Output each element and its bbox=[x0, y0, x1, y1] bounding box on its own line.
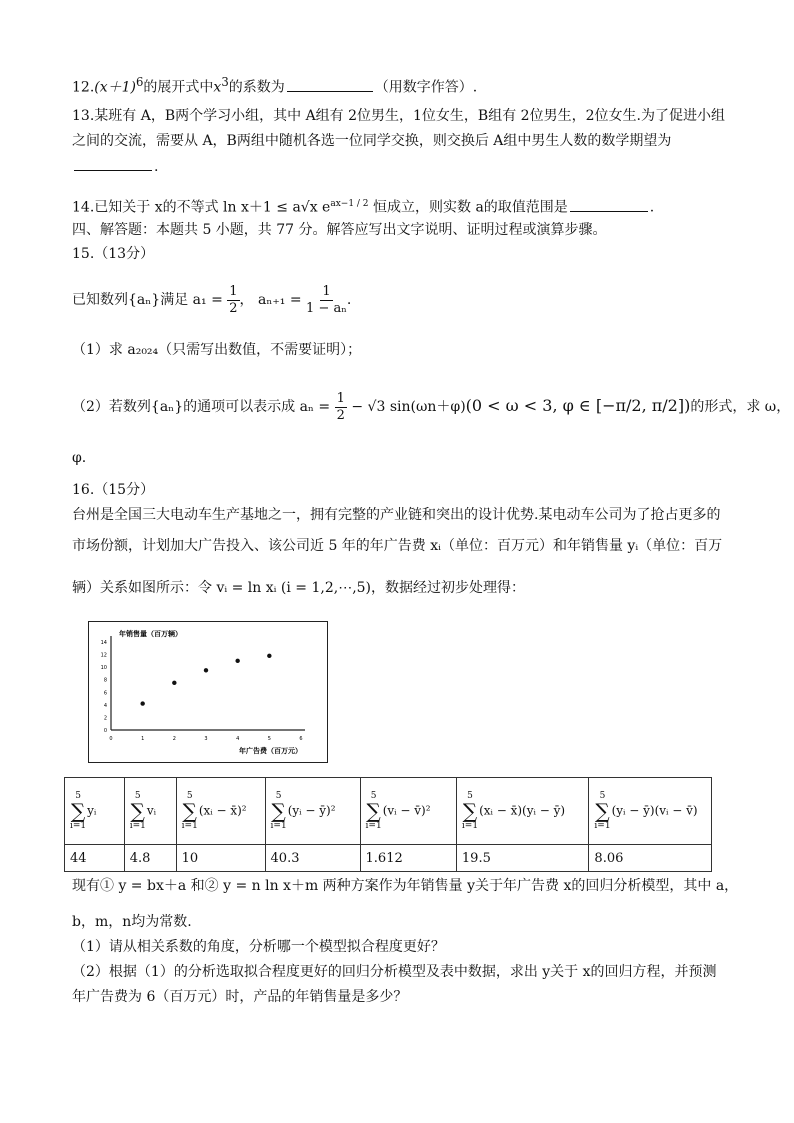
sigma-bottom: i=1 bbox=[365, 821, 382, 831]
q16-constants: b，m，n均为常数. bbox=[72, 914, 192, 930]
q15-frac-recur-den: 1 − aₙ bbox=[306, 300, 347, 316]
sigma-bottom: i=1 bbox=[129, 821, 146, 831]
sigma-symbol: 5 ∑ i=1 bbox=[461, 791, 479, 831]
summary-header-cell bbox=[456, 778, 589, 845]
sigma-top: 5 bbox=[599, 791, 606, 801]
q16-heading: 16.（15分） bbox=[72, 482, 155, 498]
summary-header-cell bbox=[176, 778, 265, 845]
q16-part2a: （2）根据（1）的分析选取拟合程度更好的回归分析模型及表中数据，求出 y关于 x的回归方程，并预测 bbox=[72, 964, 717, 980]
section-4-heading: 四、解答题：本题共 5 小题，共 77 分。解答应写出文字说明、证明过程或演算步骤。 bbox=[72, 222, 607, 238]
y-tick-label: 4 bbox=[103, 702, 107, 709]
sales-scatter-chart bbox=[88, 621, 328, 763]
y-tick-label: 8 bbox=[103, 677, 107, 684]
q12-var: x bbox=[213, 79, 222, 96]
chart-xlabel: 年广告费（百万元） bbox=[239, 747, 302, 755]
summary-value-cell: 10 bbox=[176, 845, 265, 872]
q15-p2-range: (0 < ω < 3, φ ∈ [−π/2, π/2]) bbox=[465, 396, 691, 415]
summary-header-cell bbox=[124, 778, 176, 845]
q15-cond-end: . bbox=[346, 292, 352, 308]
sigma-term: yᵢ bbox=[87, 803, 97, 818]
q16-line2: 市场份额，计划加大广告投入、该公司近 5 年的年广告费 xᵢ（单位：百万元）和年销售量 yᵢ（单位：百万 bbox=[72, 538, 723, 554]
y-tick-label: 10 bbox=[100, 665, 107, 672]
sigma-top: 5 bbox=[186, 791, 193, 801]
q15-frac-a1-den: 2 bbox=[229, 300, 238, 316]
sigma-term: (xᵢ − x̄)² bbox=[198, 803, 247, 818]
sigma-symbol: 5 ∑ i=1 bbox=[70, 791, 87, 831]
q14-exp: ax−1 / 2 bbox=[330, 199, 369, 209]
sigma-bottom: i=1 bbox=[594, 821, 611, 831]
summary-value-cell: 4.8 bbox=[124, 845, 176, 872]
sigma-bottom: i=1 bbox=[70, 821, 87, 831]
summary-table bbox=[64, 777, 712, 872]
sigma-top: 5 bbox=[275, 791, 282, 801]
q15-heading: 15.（13分） bbox=[72, 246, 155, 262]
q16-models: 现有① y = bx＋a 和② y = n ln x＋m 两种方案作为年销售量 y关于年广告费 x的回归分析模型，其中 a， bbox=[72, 878, 739, 894]
q13-end: . bbox=[154, 159, 159, 175]
q14 bbox=[72, 194, 654, 218]
y-tick-label: 14 bbox=[100, 640, 107, 646]
summary-header-cell bbox=[360, 778, 456, 845]
sigma-symbol: 5 ∑ i=1 bbox=[270, 791, 287, 831]
q12-suffix: （用数字作答）. bbox=[374, 79, 478, 96]
q14-answer-blank[interactable] bbox=[570, 197, 648, 212]
q12-var-exp: 3 bbox=[221, 75, 229, 89]
summary-header-row bbox=[65, 778, 712, 845]
summary-value-cell: 40.3 bbox=[265, 845, 360, 872]
summary-value-cell: 44 bbox=[65, 845, 125, 872]
x-tick-label: 5 bbox=[267, 736, 271, 742]
scatter-point bbox=[140, 701, 144, 705]
summary-header-cell bbox=[265, 778, 360, 845]
summary-value-row bbox=[65, 845, 712, 872]
summary-header-cell bbox=[589, 778, 712, 845]
sigma-top: 5 bbox=[134, 791, 141, 801]
scatter-svg bbox=[89, 622, 327, 762]
q12-answer-blank[interactable] bbox=[287, 77, 373, 92]
q15-p2-post: 的形式，求 ω， bbox=[690, 399, 791, 415]
q14-pre: 14.已知关于 x的不等式 ln x＋1 ≤ a√x e bbox=[72, 199, 331, 216]
sigma-symbol: 5 ∑ i=1 bbox=[181, 791, 198, 831]
scatter-point bbox=[172, 681, 176, 685]
sigma-top: 5 bbox=[370, 791, 377, 801]
q12-binomial: (x＋1) bbox=[94, 79, 136, 96]
y-tick-label: 2 bbox=[103, 715, 107, 722]
q12-num: 12. bbox=[72, 79, 95, 96]
sigma-bottom: i=1 bbox=[461, 821, 479, 831]
q13-line1: 13.某班有 A，B两个学习小组，其中 A组有 2位男生，1位女生，B组有 2位男生，2位女生.为了促进小组 bbox=[72, 108, 725, 124]
q15-frac-recur bbox=[306, 284, 347, 317]
scatter-point bbox=[235, 659, 239, 663]
x-tick-label: 6 bbox=[299, 736, 303, 742]
q13-line2: 之间的交流，需要从 A，B两组中随机各选一位同学交换，则交换后 A组中男生人数的数学期望为 bbox=[72, 133, 672, 149]
q15-part2-tail: φ. bbox=[72, 450, 87, 466]
summary-value-cell: 8.06 bbox=[589, 845, 712, 872]
q13-line3 bbox=[72, 156, 158, 177]
q16-line3: 辆）关系如图所示：令 vᵢ = ln xᵢ (i = 1,2,⋯,5)，数据经过初步处理得： bbox=[72, 580, 526, 596]
sigma-term: (vᵢ − v̄)² bbox=[382, 803, 431, 818]
q15-p2-pre: （2）若数列{aₙ}的通项可以表示成 aₙ = bbox=[72, 399, 331, 415]
summary-value-cell: 19.5 bbox=[456, 845, 589, 872]
q15-part1: （1）求 a₂₀₂₄（只需写出数值，不需要证明）； bbox=[72, 342, 362, 358]
q12-post: 的系数为 bbox=[228, 79, 285, 96]
q15-cond-mid: ， aₙ₊₁ = bbox=[239, 292, 302, 308]
sigma-symbol: 5 ∑ i=1 bbox=[129, 791, 146, 831]
summary-value-cell: 1.612 bbox=[360, 845, 456, 872]
q12 bbox=[72, 72, 477, 98]
scatter-point bbox=[267, 654, 271, 658]
chart-points bbox=[140, 654, 271, 706]
x-tick-label: 0 bbox=[109, 736, 113, 742]
q15-condition bbox=[72, 282, 351, 318]
y-tick-label: 12 bbox=[100, 652, 107, 659]
x-tick-label: 2 bbox=[172, 736, 176, 742]
y-tick-label: 6 bbox=[103, 690, 107, 697]
q15-frac-a1 bbox=[227, 284, 239, 317]
sigma-term: vᵢ bbox=[146, 803, 157, 818]
sigma-top: 5 bbox=[467, 791, 473, 801]
summary-header-cell bbox=[65, 778, 125, 845]
q15-p2-frac bbox=[335, 391, 347, 424]
sigma-symbol: 5 ∑ i=1 bbox=[594, 791, 611, 831]
scatter-point bbox=[204, 668, 208, 672]
q12-binomial-exp: 6 bbox=[136, 75, 144, 89]
chart-ticks bbox=[101, 640, 303, 742]
q15-frac-a1-num: 1 bbox=[229, 283, 238, 299]
sigma-bottom: i=1 bbox=[270, 821, 287, 831]
q12-mid: 的展开式中 bbox=[143, 79, 214, 96]
sigma-symbol: 5 ∑ i=1 bbox=[365, 791, 382, 831]
q15-part2 bbox=[72, 388, 790, 425]
chart-title: 年销售量（百万辆） bbox=[119, 630, 182, 638]
x-tick-label: 1 bbox=[141, 736, 145, 742]
q16-part2b: 年广告费为 6（百万元）时，产品的年销售量是多少？ bbox=[72, 989, 408, 1005]
q15-p2-mid: − √3 sin(ωn＋φ) bbox=[351, 399, 466, 415]
q13-answer-blank[interactable] bbox=[74, 156, 152, 171]
sigma-top: 5 bbox=[75, 791, 81, 801]
y-tick-label: 0 bbox=[103, 728, 107, 734]
sigma-bottom: i=1 bbox=[181, 821, 198, 831]
q15-p2-frac-num: 1 bbox=[336, 390, 345, 406]
q15-cond-pre: 已知数列{aₙ}满足 a₁ = bbox=[72, 292, 223, 308]
sigma-term: (yᵢ − ȳ)² bbox=[287, 803, 336, 818]
q16-part1: （1）请从相关系数的角度，分析哪一个模型拟合程度更好？ bbox=[72, 939, 445, 955]
sigma-term: (yᵢ − ȳ)(vᵢ − v̄) bbox=[611, 803, 698, 818]
q15-frac-recur-num: 1 bbox=[322, 283, 331, 299]
q14-end: . bbox=[649, 199, 655, 216]
q14-post: 恒成立，则实数 a的取值范围是 bbox=[373, 199, 568, 216]
sigma-term: (xᵢ − x̄)(yᵢ − ȳ) bbox=[479, 803, 566, 818]
x-tick-label: 3 bbox=[204, 736, 208, 742]
x-tick-label: 4 bbox=[236, 736, 240, 742]
q15-p2-frac-den: 2 bbox=[336, 407, 345, 423]
q16-line1: 台州是全国三大电动车生产基地之一，拥有完整的产业链和突出的设计优势.某电动车公司为了抢占更多的 bbox=[72, 507, 721, 523]
